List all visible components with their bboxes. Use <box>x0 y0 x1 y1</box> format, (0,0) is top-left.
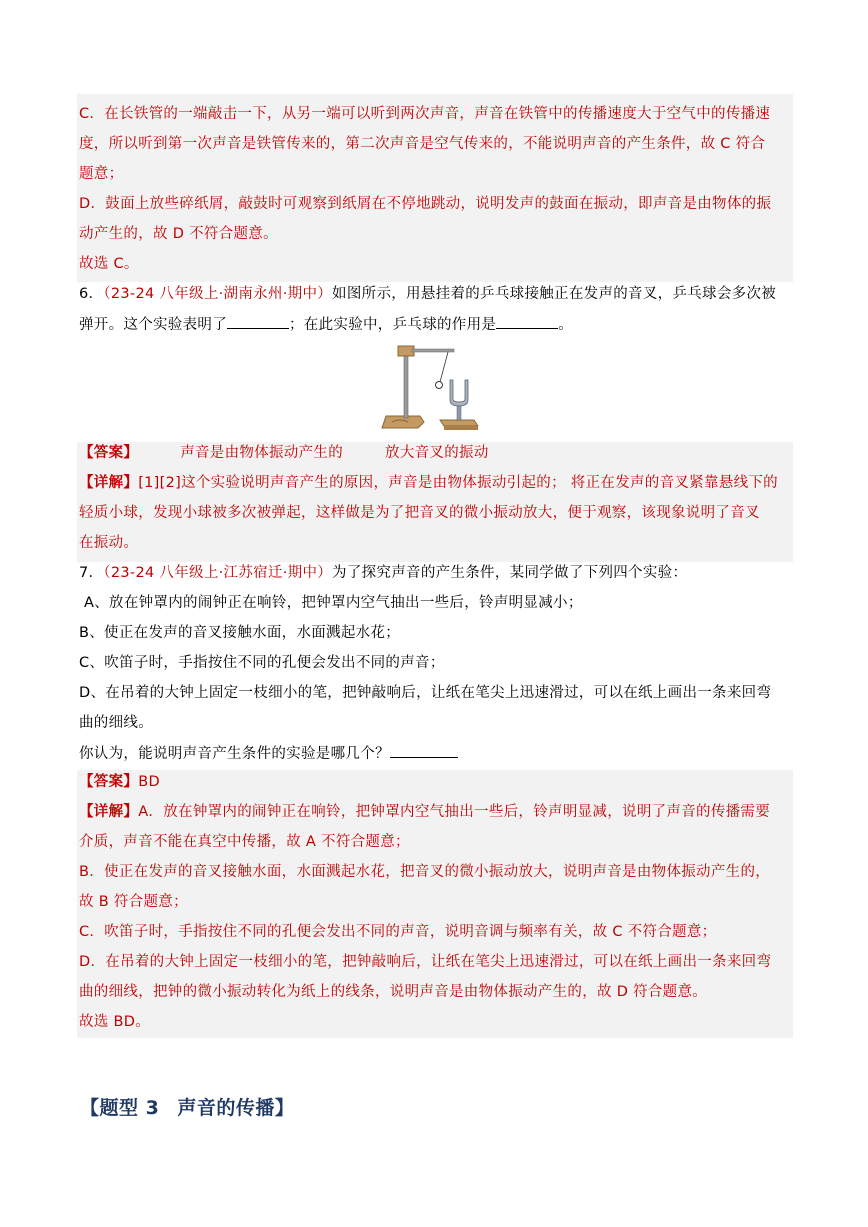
q7-detail-a-text-1: A．放在钟罩内的闹钟正在响铃，把钟罩内空气抽出一些后，铃声明显减，说明了声音的传播需要 <box>138 804 771 820</box>
q7-option-a: A、放在钟罩内的闹钟正在响铃，把钟罩内空气抽出一些后，铃声明显减小； <box>84 595 583 611</box>
ping-pong-ball <box>436 382 443 389</box>
q7-conclusion: 故选 BD。 <box>79 1014 151 1030</box>
stand-rod <box>404 348 408 418</box>
section-heading-title: 声音的传播】 <box>177 1097 295 1119</box>
q7-option-d-line-2: 曲的细线。 <box>79 715 153 731</box>
stand-base <box>382 416 424 428</box>
q7-option-d-line-1: D、在吊着的大钟上固定一枝细小的笔，把钟敲响后，让纸在笔尖上迅速滑过，可以在纸上画出一条来回弯 <box>79 685 772 701</box>
prev-conclusion: 故选 C。 <box>79 256 139 272</box>
q6-text-2a: 弹开。这个实验表明了 <box>79 317 227 333</box>
q6-detail-tag: 【详解】 <box>79 475 139 491</box>
q7-detail-b-line-2: 故 B 符合题意； <box>79 894 188 910</box>
q7-detail-tag: 【详解】 <box>79 804 139 820</box>
q7-blank <box>390 743 458 758</box>
q6-answer-1: 声音是由物体振动产生的 <box>180 445 344 461</box>
resonator-box <box>440 420 478 426</box>
q7-detail-b-line-1: B．使正在发声的音叉接触水面，水面溅起水花，把音叉的微小振动放大，说明声音是由物体振动产生的， <box>79 864 771 880</box>
section-heading-open: 【题型 3 <box>80 1097 160 1119</box>
q7-number: 7． <box>79 565 104 581</box>
q6-blank-2 <box>496 314 558 329</box>
q6-stem-line-2 <box>79 314 573 335</box>
q6-answer-line <box>79 443 489 463</box>
q6-detail-line-1 <box>79 473 778 493</box>
q7-detail-c: C．吹笛子时，手指按住不同的孔便会发出不同的声音，说明音调与频率有关，故 C 不符合题意； <box>79 924 717 940</box>
q7-answer: BD <box>138 774 160 790</box>
q7-option-c: C、吹笛子时，手指按住不同的孔便会发出不同的声音； <box>79 655 445 671</box>
q6-blank-1 <box>227 314 289 329</box>
q6-source: （23-24 八年级上·湖南永州·期中） <box>103 286 333 302</box>
q6-number: 6． <box>79 286 104 302</box>
prev-option-c-line-3: 题意； <box>79 166 124 182</box>
q7-question <box>79 743 458 764</box>
prev-option-d-line-1: D．鼓面上放些碎纸屑，敲鼓时可观察到纸屑在不停地跳动，说明发声的鼓面在振动，即声音是由物体的振 <box>79 196 772 212</box>
tuning-fork-figure <box>378 340 488 432</box>
resonator-box-side <box>444 426 478 430</box>
q6-text-2c: 。 <box>558 317 574 333</box>
q7-detail-a-line-2: 介质，声音不能在真空中传播，故 A 不符合题意； <box>79 834 410 850</box>
q7-question-text: 你认为，能说明声音产生条件的实验是哪几个？ <box>79 746 390 762</box>
q6-answer-2: 放大音叉的振动 <box>385 445 489 461</box>
q7-stem <box>79 563 687 583</box>
q7-answer-line <box>79 772 160 792</box>
prev-option-c-line-2: 度，所以听到第一次声音是铁管传来的，第二次声音是空气传来的，不能说明声音的产生条件，故 C 符合 <box>79 136 766 152</box>
q7-source: （23-24 八年级上·江苏宿迁·期中） <box>103 565 333 581</box>
q6-detail-text-1: [1][2]这个实验说明声音产生的原因，声音是由物体振动引起的； 将正在发声的音叉紧靠悬线下的 <box>138 475 778 491</box>
q6-answer-tag: 【答案】 <box>79 445 139 461</box>
prev-option-d-line-2: 动产生的，故 D 不符合题意。 <box>79 226 278 242</box>
q7-stem-text: 为了探究声音的产生条件，某同学做了下列四个实验： <box>332 565 688 581</box>
q7-option-b: B、使正在发声的音叉接触水面，水面溅起水花； <box>79 625 401 641</box>
q6-text-2b: ；在此实验中，乒乓球的作用是 <box>289 317 497 333</box>
stand-arm <box>412 349 454 352</box>
stand-clamp <box>398 346 414 356</box>
q6-detail-line-2: 轻质小球，发现小球被多次被弹起，这样做是为了把音叉的微小振动放大，便于观察，该现象说明了音叉 <box>79 505 760 521</box>
q7-detail-d-line-2: 曲的细线，把钟的微小振动转化为纸上的线条，说明声音是由物体振动产生的，故 D 符合题意。 <box>79 984 708 1000</box>
q7-detail-a-line-1 <box>79 802 770 822</box>
q7-detail-d-line-1: D．在吊着的大钟上固定一枝细小的笔，把钟敲响后，让纸在笔尖上迅速滑过，可以在纸上画出一条来回弯 <box>79 954 772 970</box>
prev-option-c-line-1: C．在长铁管的一端敲击一下，从另一端可以听到两次声音，声音在铁管中的传播速度大于空气中的传播速 <box>79 106 771 122</box>
section-heading <box>80 1093 294 1120</box>
q6-detail-line-3: 在振动。 <box>79 535 139 551</box>
q6-text-1: 如图所示，用悬挂着的乒乓球接触正在发声的音叉，乒乓球会多次被 <box>332 286 777 302</box>
q7-answer-tag: 【答案】 <box>79 774 139 790</box>
q6-stem-line-1 <box>79 284 776 304</box>
tuning-fork-prongs <box>450 380 468 406</box>
suspension-string <box>440 352 448 382</box>
